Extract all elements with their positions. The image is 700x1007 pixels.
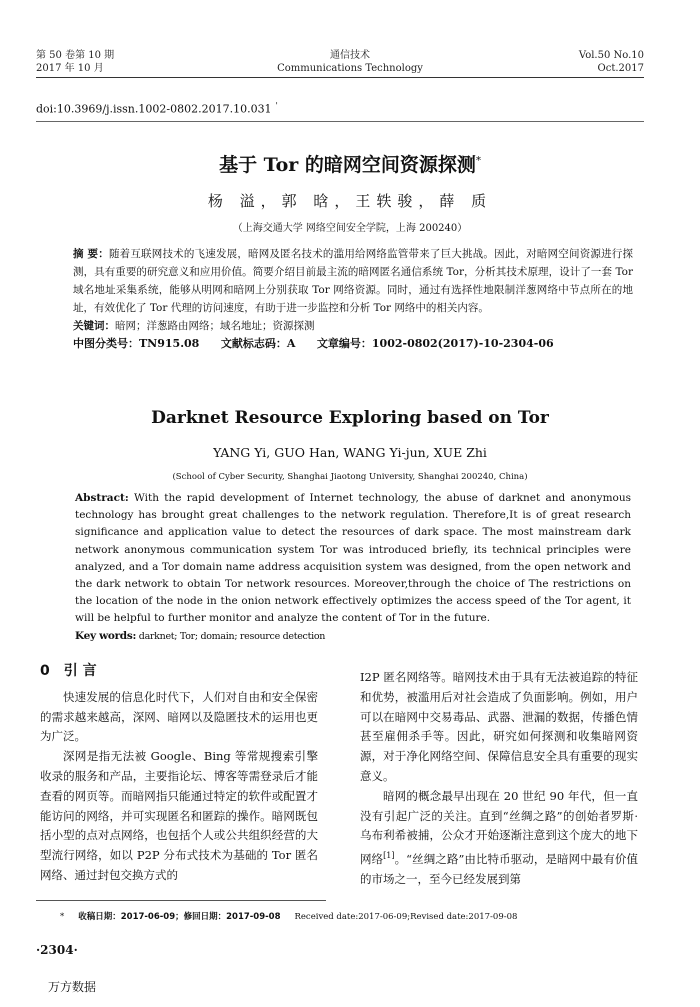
header-vol-no: Vol.50 No.10 [578,50,644,61]
doc-code [221,337,296,350]
english-authors: YANG Yi, GUO Han, WANG Yi-jun, XUE Zhi [213,445,487,460]
abstract-en-text: With the rapid development of Internet technology, the abuse of darknet and anonymous technology has brought great challenges to the network regulation. Therefore,It is of great research significance and application value to detect the resources of dark space. The most mainstream dark network anonymous communication system Tor was introduced briefly, its technical principles were analyzed, and a Tor domain name address acquisition system was designed, from the open network and the dark network to obtain Tor network resources. Moreover,through the choice of The restrictions on the location of the node in the onion network effectively optimizes the access speed of the Tor agent, it will be helpful to further monitor and analyze the content of Tor in the future. [75,492,631,625]
doc-code-label: 文献标志码： [220,337,287,350]
header-volume-issue: 第 50 卷第 10 期 [36,50,115,61]
footnote-received-en: Received date:2017-06-09;Revised date:2017-09-08 [294,912,518,922]
paper-title [0,150,700,177]
footnote [60,910,531,922]
keywords-cn [73,317,633,335]
header-journal-en: Communications Technology [277,63,423,74]
article-number [317,337,554,350]
keywords-en-text: darknet; Tor; domain; resource detection [138,630,326,642]
abstract-en-body [75,490,631,628]
footnote-mark: * [60,912,65,922]
abstract-en [75,490,631,645]
doi-rule [36,121,644,122]
english-affiliation: (School of Cyber Security, Shanghai Jiaotong University, Shanghai 200240, China) [172,472,528,482]
header-date-en: Oct.2017 [597,63,644,74]
abstract-en-label: Abstract: [75,492,129,504]
citation-1: [1] [383,851,395,861]
paper-title-text: 基于 Tor 的暗网空间资源探测 [219,154,476,176]
footnote-rule [36,900,326,901]
doi [36,101,278,116]
clc [73,337,199,350]
left-paragraph-2: 深网是指无法被 Google、Bing 等常规搜索引擎收录的服务和产品，主要指论坛、博客等需登录后才能查看的网页等。而暗网指只能通过特定的软件或配置才能访问的网络，并可实现匿名和匿踪的操作。暗网既包括小型的点对点网络，也包括个人或公共组织经营的大型流行网络，如以 P2P 分布式技术为基础的 Tor 匿名网络、通过封包交换方式的 [40,749,318,882]
authors: 杨 溢，郭 晗，王轶骏，薛 质 [207,192,493,210]
header-rule [36,77,644,78]
affiliation: （上海交通大学 网络空间安全学院，上海 200240） [232,223,468,234]
page-number: ·2304· [36,943,78,957]
body-left-column [40,662,318,886]
doi-text: doi:10.3969/j.issn.1002-0802.2017.10.031 [36,102,272,116]
keywords-en [75,628,631,645]
classification-line [73,335,633,352]
keywords-en-label: Key words: [75,629,137,642]
title-footnote-mark: * [475,155,481,167]
abstract-cn-text: 随着互联网技术的飞速发展，暗网及匿名技术的滥用给网络监管带来了巨大挑战。因此，对暗网空间资源进行探测，具有重要的研究意义和应用价值。简要介绍目前最主流的暗网匿名通信系统 Tor，分析其技术原理，设计了一套 Tor 域名地址采集系统，能够从明网和暗网上分别获取 Tor 网络资源。同时，通过有选择性地限制洋葱网络中节点所在的地址，有效优化了 Tor 代理的访问速度，有助于进一步监控和分析 Tor 网络中的相关内容。 [73,248,633,314]
abstract-cn-label: 摘 要： [73,248,109,260]
section-heading [40,662,318,682]
header-journal-cn: 通信技术 [330,50,370,61]
doi-mark: ' [275,101,278,110]
footnote-received-cn: 收稿日期：2017-06-09；修回日期：2017-09-08 [78,912,281,922]
journal-volume-en [579,49,644,75]
abstract-cn-body [73,245,633,317]
right-paragraph-1: I2P 匿名网络等。暗网技术由于具有无法被追踪的特征和优势，被滥用后对社会造成了负面影响。例如，用户可以在暗网中交易毒品、武器、泄漏的数据，传播色情甚至雇佣杀手等。因此，研究如何探测和收集暗网资源，对于净化网络空间、保障信息安全具有重要的现实意义。 [360,670,638,783]
section-title: 引 言 [63,663,97,679]
article-number-label: 文章编号： [316,337,372,350]
keywords-cn-text: 暗网；洋葱路由网络；域名地址；资源探测 [115,320,315,332]
header-date: 2017 年 10 月 [36,63,104,74]
english-title: Darknet Resource Exploring based on Tor [151,408,549,428]
clc-label: 中图分类号： [73,337,139,350]
doc-code-value: A [286,337,296,350]
keywords-cn-label: 关键词： [73,320,115,332]
body-right-column [360,668,638,890]
right-paragraph-2a: 暗网的概念最早出现在 20 世纪 90 年代，但一直没有引起广泛的关注。直到“丝绸之路”的创始者罗斯·乌布利希被捕，公众才开始逐渐注意到这个庞大的地下网络 [360,788,638,866]
section-number: 0 [40,663,50,679]
abstract-cn [73,245,633,352]
clc-value: TN915.08 [139,337,200,350]
watermark: 万方数据 [48,980,97,994]
right-paragraph-2 [360,787,638,890]
left-paragraph-1: 快速发展的信息化时代下，人们对自由和安全保密的需求越来越高，深网、暗网以及隐匿技术的运用也更为广泛。 [40,689,318,744]
right-paragraph-2b: 。“丝绸之路”由比特币驱动，是暗网中最有价值的市场之一，至今已经发展到第 [360,852,639,886]
article-number-value: 1002-0802(2017)-10-2304-06 [371,337,554,350]
